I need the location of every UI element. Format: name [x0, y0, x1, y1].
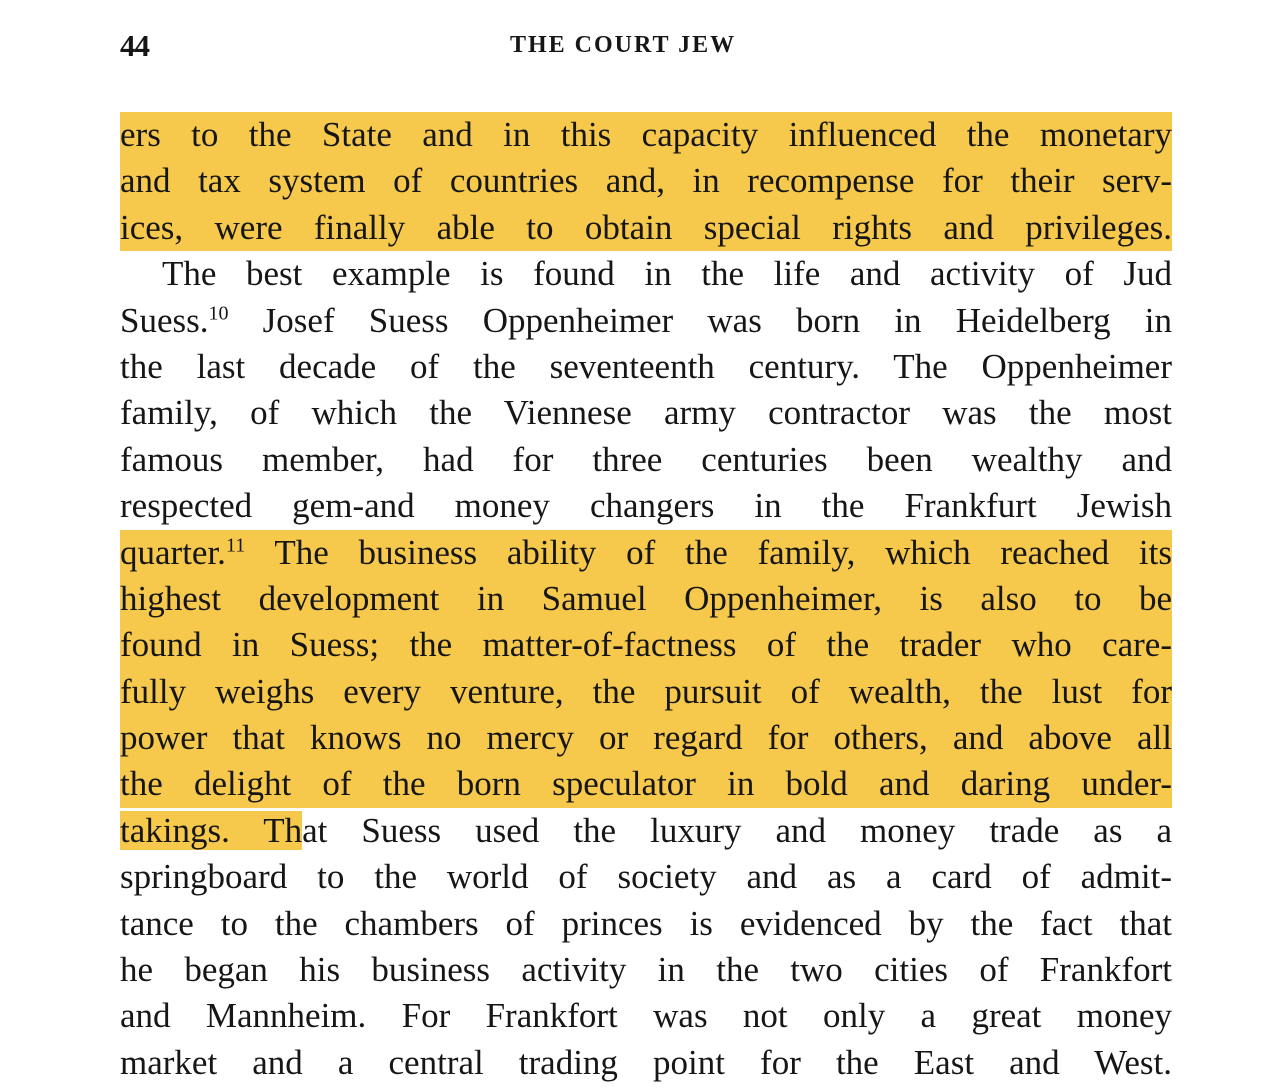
text-line: market and a central trading point for the East and West. — [120, 1042, 1172, 1082]
page-number: 44 — [120, 28, 149, 63]
text-line: he began his business activity in the two cities of Frankfort — [120, 950, 1172, 990]
highlighted-line[interactable]: ers to the State and in this capacity influenced the monetary — [120, 112, 1172, 158]
text-line: and Mannheim. For Frankfort was not only a great money — [120, 996, 1172, 1036]
highlighted-line[interactable]: the delight of the born speculator in bold and daring under- — [120, 761, 1172, 807]
highlighted-line[interactable]: ices, were finally able to obtain special rights and privileges. — [120, 205, 1172, 251]
highlighted-line[interactable]: and tax system of countries and, in recompense for their serv- — [120, 158, 1172, 204]
highlighted-line[interactable]: fully weighs every venture, the pursuit of wealth, the lust for — [120, 669, 1172, 715]
text-fragment: Josef Suess Oppenheimer was born in Heidelberg in — [228, 300, 1172, 340]
footnote-ref: 10 — [208, 301, 229, 324]
highlighted-line[interactable]: power that knows no mercy or regard for others, and above all — [120, 715, 1172, 761]
text-line — [120, 298, 1172, 344]
running-title: THE COURT JEW — [510, 32, 737, 58]
body-text — [120, 112, 1172, 1086]
footnote-ref: 11 — [225, 533, 246, 556]
page-header — [120, 28, 1172, 68]
text-line: springboard to the world of society and as a card of admit- — [120, 857, 1172, 897]
highlighted-line[interactable]: found in Suess; the matter-of-factness of the trader who care- — [120, 622, 1172, 668]
text-line: famous member, had for three centuries been wealthy and — [120, 439, 1172, 479]
highlight-fragment[interactable]: takings. Th — [120, 810, 303, 850]
text-fragment: Suess. — [120, 300, 209, 340]
text-line: respected gem-and money changers in the Frankfurt Jewish — [120, 486, 1172, 526]
text-line: family, of which the Viennese army contractor was the most — [120, 393, 1172, 433]
highlighted-line[interactable]: highest development in Samuel Oppenheimer, is also to be — [120, 576, 1172, 622]
text-line: the last decade of the seventeenth century. The Oppenheimer — [120, 346, 1172, 386]
text-fragment: quarter. — [120, 532, 226, 572]
text-fragment: at Suess used the luxury and money trade as a — [302, 810, 1172, 850]
text-line: tance to the chambers of princes is evidenced by the fact that — [120, 903, 1172, 943]
highlighted-line[interactable] — [120, 530, 1172, 576]
text-fragment: The business ability of the family, which reached its — [245, 532, 1172, 572]
text-line: The best example is found in the life and activity of Jud — [162, 254, 1172, 294]
text-line — [120, 808, 1172, 854]
